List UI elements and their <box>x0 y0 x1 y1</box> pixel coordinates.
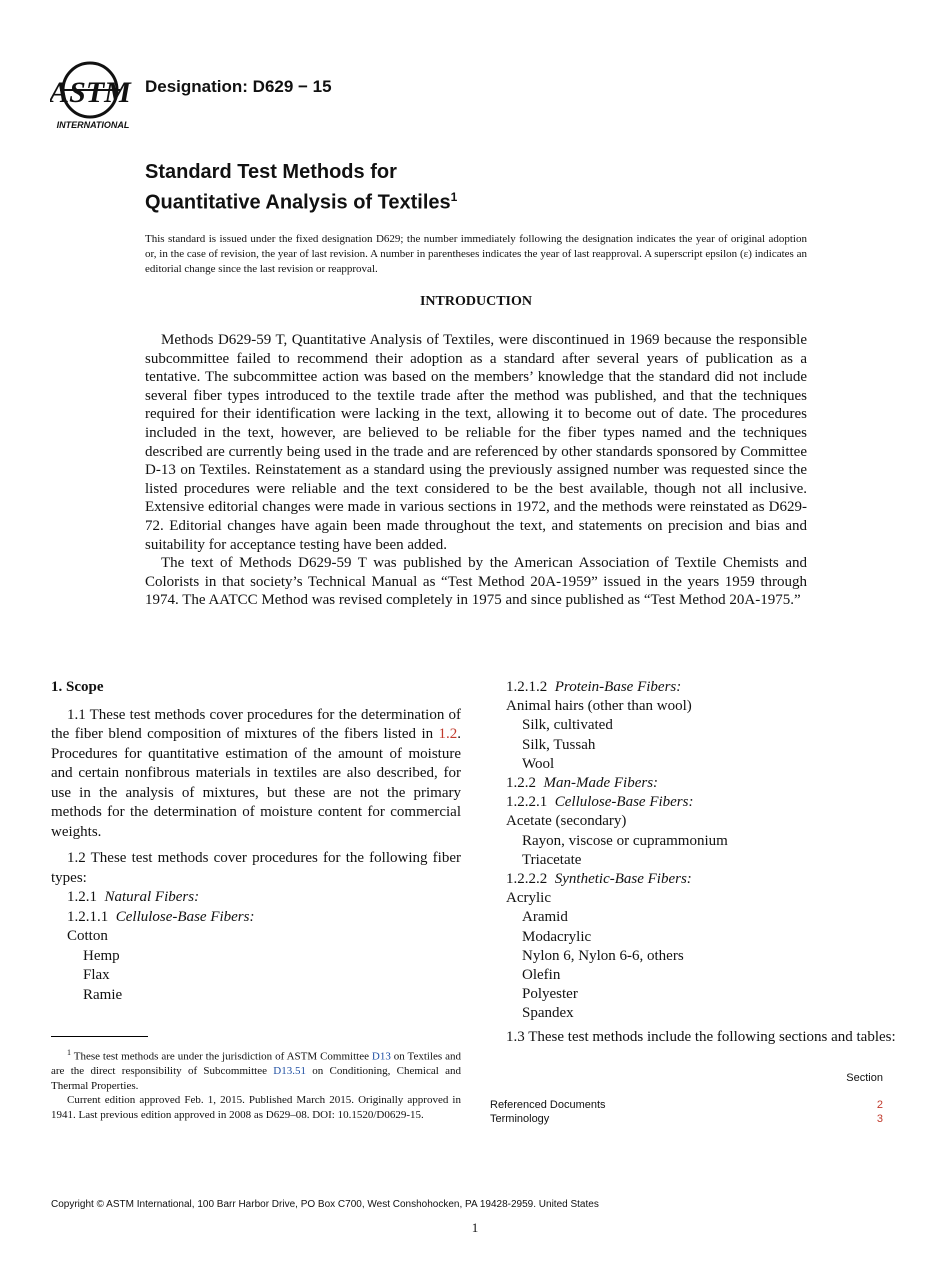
table-row-label: Terminology <box>490 1113 550 1125</box>
subcommittee-link-d13-51[interactable]: D13.51 <box>273 1065 306 1078</box>
astm-logo-icon <box>50 58 136 134</box>
subsection-1-2-2-1: 1.2.2.1 Cellulose-Base Fibers: <box>506 794 694 811</box>
subsection-1-2-1-1: 1.2.1.1 Cellulose-Base Fibers: <box>67 908 255 925</box>
paragraph-1-1: 1.1 These test methods cover procedures for the determination of the fiber blend composition of mixtures of the fibers listed in 1.2. Procedures for quantitative estimation of the amount of moisture and certain nonfibrous materials in textiles are also described, for use in the analysis of mixtures, but these are not the primary methods for the determination of moisture content for commercial weights. <box>51 706 461 840</box>
footnote-1: $^1$ These test methods are under the jurisdiction of ASTM Committee D13 on Textiles and are the direct responsibility of Subcommittee D13.51 on Conditioning, Chemical and Thermal Properties. <box>51 1048 461 1092</box>
fiber-item: Flax <box>83 967 110 983</box>
footnote-2: Current edition approved Feb. 1, 2015. Published March 2015. Originally approved in 1941. Last previous edition approved in 2008 as D629–08. DOI: 10.1520/D0629-15. <box>51 1094 461 1121</box>
svg-text:INTERNATIONAL: INTERNATIONAL <box>56 120 130 130</box>
fiber-item: Silk, Tussah <box>522 736 596 753</box>
table-row <box>490 1112 883 1126</box>
section-number-link[interactable]: 3 <box>876 1113 883 1125</box>
copyright-notice: Copyright © ASTM International, 100 Barr Harbor Drive, PO Box C700, West Conshohocken, PA 19428-2959. United States <box>51 1199 599 1210</box>
subsection-1-2-1: 1.2.1 Natural Fibers: <box>67 889 200 905</box>
fiber-item: Hemp <box>83 947 120 964</box>
fiber-cotton: Cotton <box>67 928 108 944</box>
astm-logo <box>50 58 136 134</box>
fiber-item: Rayon, viscose or cuprammonium <box>522 832 728 849</box>
introduction-paragraph-1: Methods D629-59 T, Quantitative Analysis of Textiles, were discontinued in 1969 because the responsible subcommittee failed to recommend their adoption as a standard after several years of publication as a tentative. The subcommittee action was based on the members’ knowledge that the standard did not include several fiber types introduced to the textile trade after the method was published, and that the techniques required for their identification were lacking in the text, allowing it to become out of date. The procedures included in the text, however, are believed to be reliable for the fiber types named and the techniques described are currently being used in the trade and are referenced by other standards sponsored by Committee D-13 on Textiles. Reinstatement as a standard using the previously assigned number was requested since the listed procedures were reliable and the text considered to be the best available, though not all inclusive. Extensive editorial changes were made in various sections in 1972, and the methods were reinstated as D629-72. Editorial changes have again been made throughout the text, and statements on precision and bias and suitability for acceptance testing have been added. <box>145 332 807 553</box>
scope-heading: 1. Scope <box>51 679 104 695</box>
section-table-header: Section <box>846 1072 883 1084</box>
paragraph-1-3: 1.3 These test methods include the following sections and tables: <box>506 1028 896 1045</box>
svg-text:ASTM: ASTM <box>50 76 131 109</box>
title-footnote-mark: 1 <box>450 190 458 204</box>
fiber-item: Wool <box>522 755 555 772</box>
subsection-1-2-2-2: 1.2.2.2 Synthetic-Base Fibers: <box>506 871 692 888</box>
fiber-item: Olefin <box>522 967 561 984</box>
table-row <box>490 1098 883 1112</box>
paragraph-1-2: 1.2 These test methods cover procedures for the following fiber types: <box>51 850 461 886</box>
designation: Designation: D629 − 15 <box>145 77 332 96</box>
subsection-1-2-2: 1.2.2 Man-Made Fibers: <box>506 775 659 792</box>
fiber-item: Triacetate <box>522 851 582 868</box>
fiber-item: Ramie <box>83 986 123 1003</box>
table-row-label: Referenced Documents <box>490 1099 606 1111</box>
fiber-item: Aramid <box>522 909 568 926</box>
committee-link-d13[interactable]: D13 <box>371 1050 391 1063</box>
fiber-item: Nylon 6, Nylon 6-6, others <box>522 947 684 964</box>
introduction-paragraph-2: The text of Methods D629-59 T was published by the American Association of Textile Chemists and Colorists in that society’s Technical Manual as “Test Method 20A-1959” issued in the years 1959 through 1974. The AATCC Method was revised completely in 1975 and since published as “Test Method 20A-1975.” <box>145 555 807 609</box>
fiber-item: Modacrylic <box>522 928 592 945</box>
footnotes <box>51 1046 461 1122</box>
fiber-item: Silk, cultivated <box>522 717 613 734</box>
right-column <box>490 678 900 1047</box>
fiber-item: Polyester <box>522 986 578 1003</box>
fiber-item: Spandex <box>522 1005 574 1022</box>
footnote-divider <box>51 1036 148 1037</box>
title-line-2: Quantitative Analysis of Textiles$^1$ <box>145 190 458 214</box>
section-number-link[interactable]: 2 <box>876 1099 883 1111</box>
section-table <box>490 1072 883 1126</box>
fiber-animal-hairs: Animal hairs (other than wool) <box>506 698 692 715</box>
issuance-statement: This standard is issued under the fixed designation D629; the number immediately following the designation indicates the year of original adoption or, in the case of revision, the year of last revision. A number in parentheses indicates the year of last reapproval. A superscript epsilon (ε) indicates an editorial change since the last revision or reapproval. <box>145 233 807 275</box>
section-link-1-2[interactable]: 1.2 <box>438 726 458 742</box>
left-column <box>51 678 461 1005</box>
fiber-acrylic: Acrylic <box>506 890 551 907</box>
introduction-heading: INTRODUCTION <box>419 294 532 309</box>
page-number: 1 <box>471 1220 479 1235</box>
fiber-acetate: Acetate (secondary) <box>506 813 627 830</box>
title-line-1: Standard Test Methods for <box>145 161 397 183</box>
subsection-1-2-1-2: 1.2.1.2 Protein-Base Fibers: <box>506 679 682 695</box>
page-title <box>145 160 457 216</box>
introduction-text <box>145 331 807 610</box>
